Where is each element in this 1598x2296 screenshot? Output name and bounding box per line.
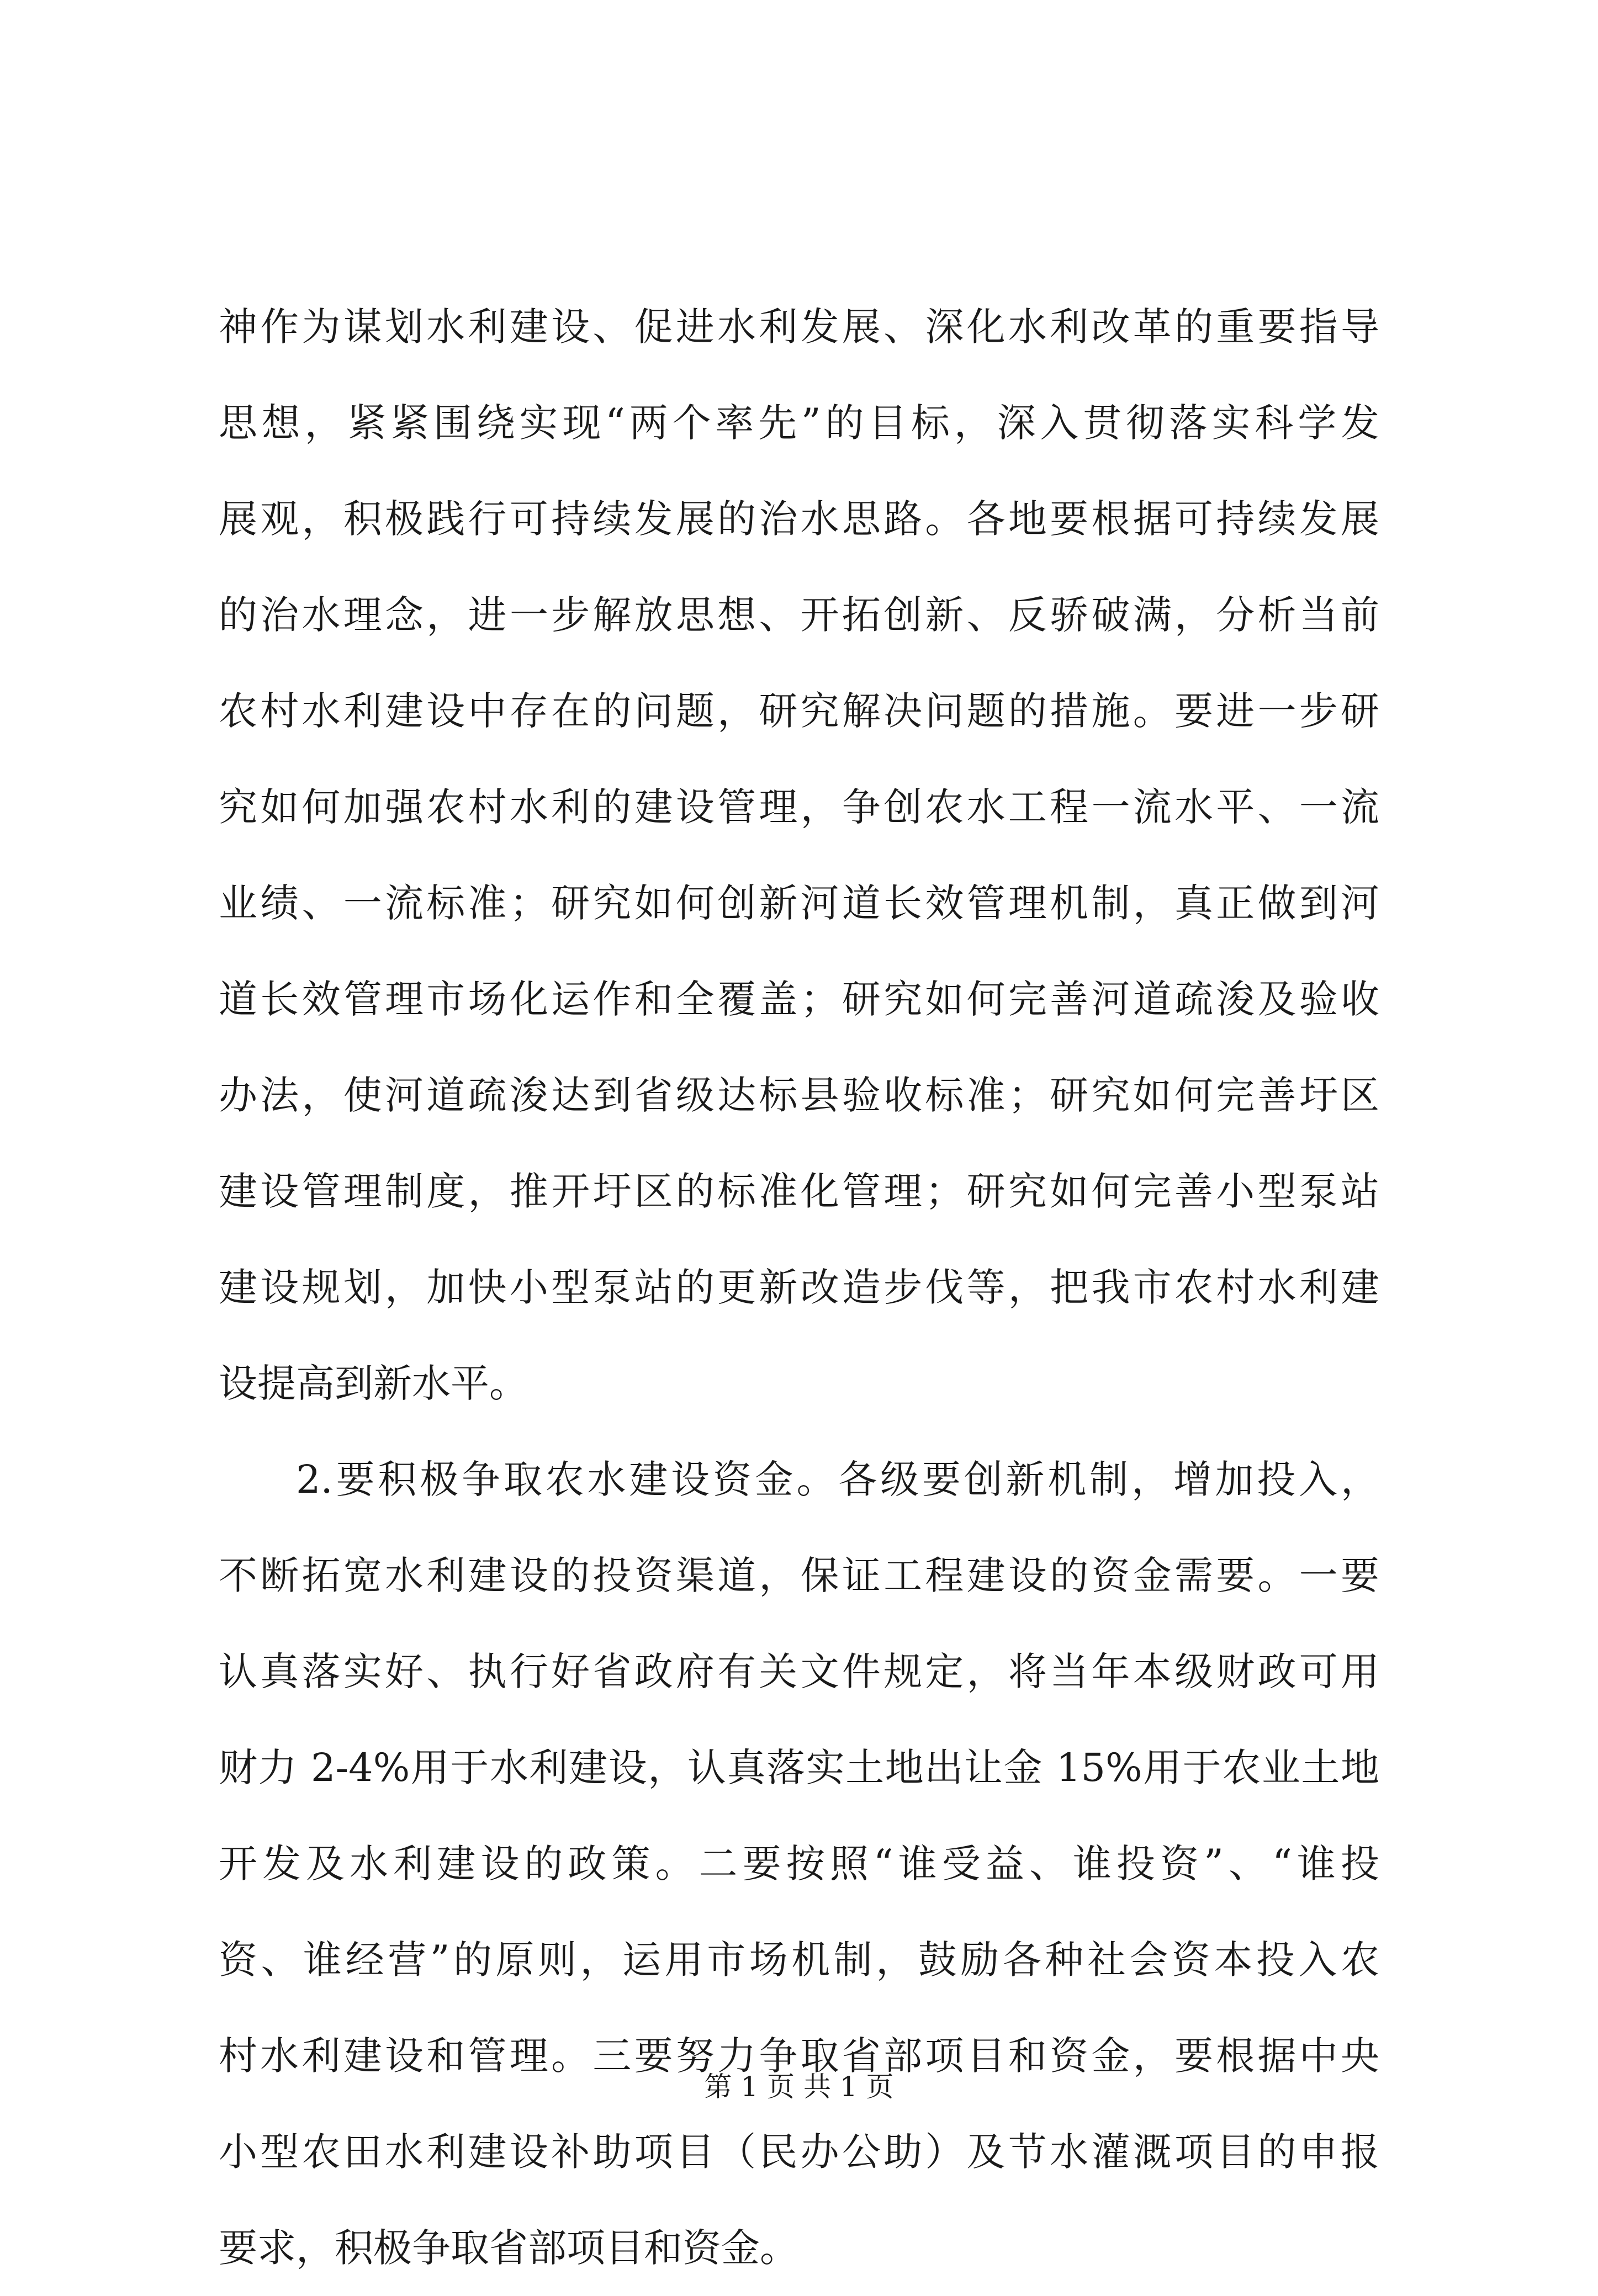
text-line: 村水利建设和管理。三要努力争取省部项目和资金，要根据中央	[219, 2033, 1379, 2078]
text-line: 2.要积极争取农水建设资金。各级要创新机制，增加投入，	[296, 1457, 1379, 1502]
text-line: 不断拓宽水利建设的投资渠道，保证工程建设的资金需要。一要	[219, 1553, 1379, 1598]
text-line: 建设规划，加快小型泵站的更新改造步伐等，把我市农村水利建	[219, 1265, 1379, 1310]
text-line: 究如何加强农村水利的建设管理，争创农水工程一流水平、一流	[219, 784, 1379, 830]
text-line: 展观，积极践行可持续发展的治水思路。各地要根据可持续发展	[219, 496, 1379, 542]
text-line: 神作为谋划水利建设、促进水利发展、深化水利改革的重要指导	[219, 304, 1379, 349]
text-line: 建设管理制度，推开圩区的标准化管理；研究如何完善小型泵站	[219, 1169, 1379, 1214]
page-footer: 第 1 页 共 1 页	[704, 2071, 894, 2103]
paragraph	[219, 1431, 1379, 2296]
text-line: 设提高到新水平。	[219, 1361, 528, 1406]
text-line: 开发及水利建设的政策。二要按照“谁受益、谁投资”、“谁投	[219, 1841, 1379, 1886]
paragraph	[219, 279, 1379, 1431]
text-line: 资、谁经营”的原则，运用市场机制，鼓励各种社会资本投入农	[219, 1937, 1379, 1982]
text-line: 的治水理念，进一步解放思想、开拓创新、反骄破满，分析当前	[219, 592, 1379, 638]
text-line: 要求，积极争取省部项目和资金。	[219, 2225, 798, 2271]
text-line: 思想，紧紧围绕实现“两个率先”的目标，深入贯彻落实科学发	[219, 400, 1379, 446]
text-line: 农村水利建设中存在的问题，研究解决问题的措施。要进一步研	[219, 688, 1379, 734]
text-line: 小型农田水利建设补助项目（民办公助）及节水灌溉项目的申报	[219, 2129, 1379, 2175]
text-line: 办法，使河道疏浚达到省级达标县验收标准；研究如何完善圩区	[219, 1073, 1379, 1118]
text-line: 业绩、一流标准；研究如何创新河道长效管理机制，真正做到河	[219, 881, 1379, 926]
text-line: 认真落实好、执行好省政府有关文件规定，将当年本级财政可用	[219, 1649, 1379, 1694]
text-line: 财力 2-4%用于水利建设，认真落实土地出让金 15%用于农业土地	[219, 1745, 1379, 1790]
text-line: 道长效管理市场化运作和全覆盖；研究如何完善河道疏浚及验收	[219, 977, 1379, 1022]
body-text	[219, 279, 1379, 2296]
